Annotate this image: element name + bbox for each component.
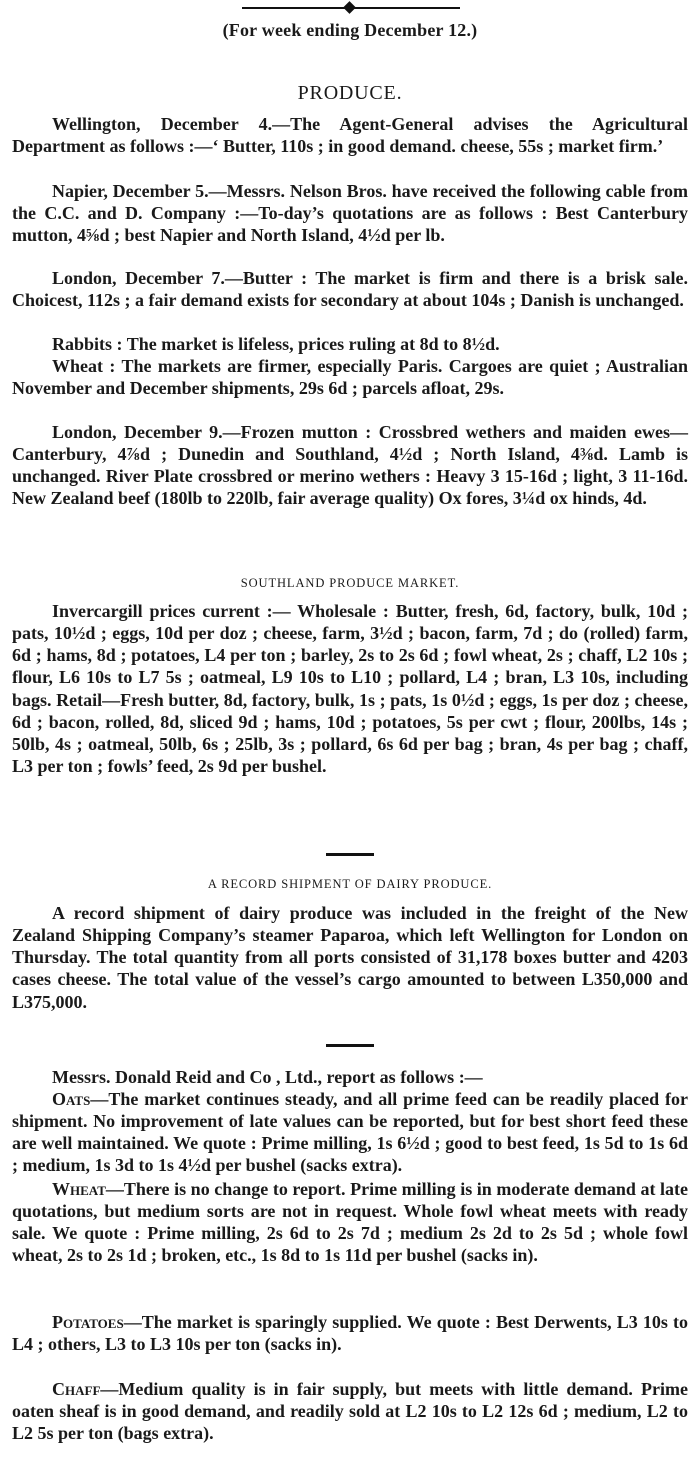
potatoes-label: Potatoes <box>52 1312 124 1332</box>
chaff-report <box>12 1378 688 1444</box>
diamond-ornament <box>343 1 356 14</box>
napier-text: —Messrs. Nelson Bros. have received the following cable from the C.C. and D. Company :—To-day’s quotations are as follows : Best Canterbury mutton, 4⅝d ; best Napier and North Island, 4½d per lb. <box>12 181 688 246</box>
reid-intro: Messrs. Donald Reid and Co , Ltd., report as follows :— <box>52 1067 483 1087</box>
rabbits-report: Rabbits : The market is lifeless, prices ruling at 8d to 8½d. <box>52 334 500 354</box>
wheat-market-report <box>12 1178 688 1267</box>
produce-heading: PRODUCE. <box>297 82 403 104</box>
wheat-market-text: —There is no change to report. Prime milling is in moderate demand at late quotations, but medium sorts are not in request. Whole fowl wheat meets with ready sale. We quote : Prime milling, 2s 6d to 2s 7d ; medium 2s 2d to 2s 5d ; whole fowl wheat, 2s to 2s 1d ; broken, etc., 1s 8d to 1s 11d per bushel (sacks in). <box>12 1179 688 1266</box>
napier-dateline: Napier, December 5. <box>52 181 209 201</box>
london-dec9-text: —Frozen mutton : Crossbred wethers and maiden ewes—Canterbury, 4⅞d ; Dunedin and Southland, 4½d ; North Island, 4⅜d. Lamb is unchanged. River Plate crossbred or merino wethers : Heavy 3 15-16d ; light, 3 11-16d. New Zealand beef (180lb to 220lb, fair average quality) Ox fores, 3¼d ox hinds, 4d. <box>12 422 688 509</box>
record-shipment-heading: A RECORD SHIPMENT OF DAIRY PRODUCE. <box>207 877 493 891</box>
london-dec7-text: —Butter : The market is firm and there is a brisk sale. Choicest, 112s ; a fair demand exists for secondary at about 104s ; Danish is unchanged. <box>12 268 688 311</box>
wellington-text: —The Agent-General advises the Agricultural Department as follows :—‘ Butter, 110s ; in good demand. cheese, 55s ; market firm.’ <box>12 114 689 157</box>
london-dec9-report <box>12 421 688 510</box>
record-shipment-text: A record shipment of dairy produce was included in the freight of the New Zealand Shipping Company’s steamer Paparoa, which left Wellington for London on Thursday. The total quantity from all ports consisted of 31,178 boxes butter and 4203 cases cheese. The total value of the vessel’s cargo amounted to between L350,000 and L375,000. <box>12 903 688 1012</box>
oats-text: —The market continues steady, and all prime feed can be readily placed for shipment. No improvement of late values can be reported, but for best short feed these are well maintained. We quote : Prime milling, 1s 6½d ; good to best feed, 1s 5d to 1s 6d ; medium, 1s 3d to 1s 4½d per bushel (sacks extra). <box>12 1089 688 1176</box>
potatoes-report <box>12 1311 688 1355</box>
wheat-report: Wheat : The markets are firmer, especially Paris. Cargoes are quiet ; Australian November and December shipments, 29s 6d ; parcels afloat, 29s. <box>12 356 688 399</box>
section-divider <box>326 853 374 856</box>
oats-report <box>12 1088 688 1177</box>
wellington-report <box>12 113 688 157</box>
section-divider <box>326 1044 374 1047</box>
southland-prices: Invercargill prices current :— Wholesale : Butter, fresh, 6d, factory, bulk, 10d ; pats, 10½d ; eggs, 10d per doz ; cheese, farm, 3½d ; bacon, farm, 7d ; do (rolled) farm, 6d ; hams, 8d ; potatoes, L4 per ton ; barley, 2s to 2s 6d ; fowl wheat, 2s ; chaff, L2 10s ; flour, L6 10s to L7 5s ; oatmeal, L9 10s to L10 ; pollard, L4 ; bran, L3 10s, including bags. Retail—Fresh butter, 8d, factory, bulk, 1s ; pats, 1s 0½d ; eggs, 1s per doz ; cheese, 6d ; bacon, rolled, 8d, sliced 9d ; hams, 10d ; potatoes, 5s per cwt ; flour, 200lbs, 14s ; 50lb, 4s ; oatmeal, 50lb, 6s ; 25lb, 3s ; pollard, 6s 6d per bag ; bran, 4s per bag ; chaff, L3 per ton ; fowls’ feed, 2s 9d per bushel. <box>12 601 688 777</box>
london-dec7-dateline: London, December 7. <box>52 268 225 288</box>
week-ending-line: (For week ending December 12.) <box>222 20 478 40</box>
potatoes-text: —The market is sparingly supplied. We quote : Best Derwents, L3 10s to L4 ; others, L3 to L3 10s per ton (sacks in). <box>12 1312 688 1355</box>
london-dec7-report <box>12 267 688 311</box>
napier-report <box>12 180 688 246</box>
oats-label: Oats <box>52 1089 91 1109</box>
chaff-label: Chaff <box>52 1379 101 1399</box>
chaff-text: —Medium quality is in fair supply, but meets with little demand. Prime oaten sheaf is in good demand, and readily sold at L2 10s to L2 12s 6d ; medium, L2 to L2 5s per ton (bags extra). <box>12 1379 688 1444</box>
london-dec9-dateline: London, December 9. <box>52 422 223 442</box>
wellington-dateline: Wellington, December 4. <box>52 114 273 134</box>
wheat-label: Wheat <box>52 1179 106 1199</box>
southland-heading: SOUTHLAND PRODUCE MARKET. <box>240 576 460 590</box>
